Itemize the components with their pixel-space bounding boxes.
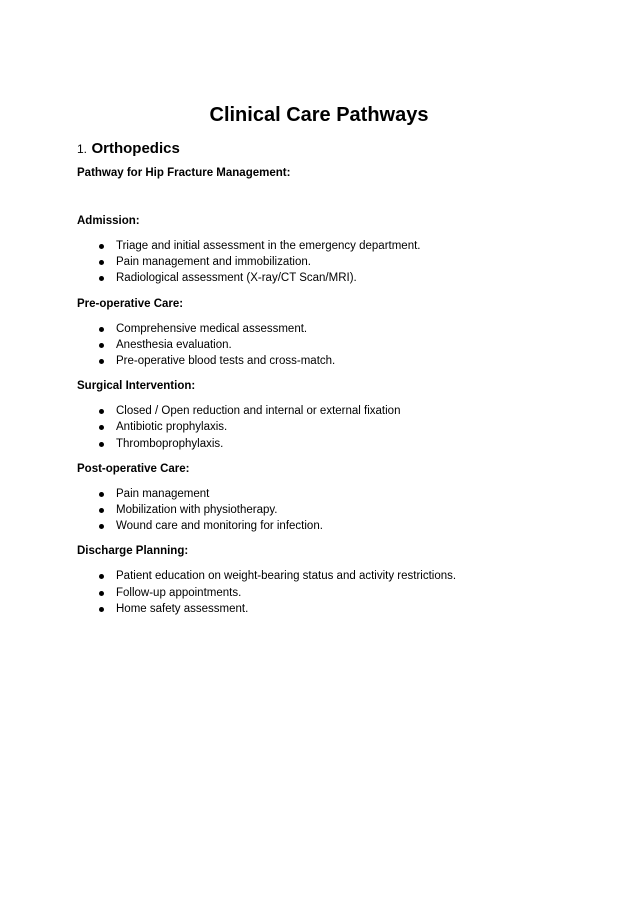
list-item <box>77 353 577 369</box>
bullet-icon <box>99 343 104 348</box>
list-item <box>77 568 577 584</box>
list-item-text: Pain management and immobilization. <box>116 256 311 269</box>
bullet-icon <box>99 244 104 249</box>
bullet-icon <box>99 359 104 364</box>
list-item-text: Home safety assessment. <box>116 602 249 615</box>
section-heading <box>77 138 180 160</box>
list-item-text: Comprehensive medical assessment. <box>116 322 308 335</box>
subsection-admission <box>77 213 577 287</box>
list-item <box>77 403 577 419</box>
pathway-content <box>77 213 577 626</box>
list-item-text: Follow-up appointments. <box>116 586 242 599</box>
bullet-icon <box>99 508 104 513</box>
list-item-text: Closed / Open reduction and internal or external fixation <box>116 405 401 418</box>
pathway-title: Pathway for Hip Fracture Management: <box>77 167 291 179</box>
bullet-icon <box>99 591 104 596</box>
list-item <box>77 321 577 337</box>
subsection-title: Pre-operative Care: <box>77 297 184 310</box>
list-item <box>77 238 577 254</box>
list-item <box>77 486 577 502</box>
subsection-title: Discharge Planning: <box>77 545 189 558</box>
list-item-text: Thromboprophylaxis. <box>116 437 224 450</box>
section-number: 1. <box>77 142 88 156</box>
section-name: Orthopedics <box>91 140 180 157</box>
bullet-list <box>77 486 577 535</box>
list-item-text: Patient education on weight-bearing status and activity restrictions. <box>116 570 457 583</box>
list-item-text: Pre-operative blood tests and cross-match. <box>116 355 336 368</box>
list-item-text: Antibiotic prophylaxis. <box>116 421 228 434</box>
subsection-discharge-planning <box>77 543 577 617</box>
list-item <box>77 270 577 286</box>
bullet-list <box>77 403 577 452</box>
bullet-icon <box>99 492 104 497</box>
list-item <box>77 419 577 435</box>
bullet-icon <box>99 607 104 612</box>
subsection-title: Surgical Intervention: <box>77 380 196 393</box>
bullet-list <box>77 321 577 370</box>
list-item <box>77 601 577 617</box>
bullet-icon <box>99 260 104 265</box>
list-item <box>77 254 577 270</box>
subsection-surgical-intervention <box>77 378 577 452</box>
bullet-icon <box>99 524 104 529</box>
list-item <box>77 337 577 353</box>
subsection-pre-operative-care <box>77 296 577 370</box>
bullet-icon <box>99 327 104 332</box>
list-item-text: Wound care and monitoring for infection. <box>116 520 323 533</box>
list-item-text: Triage and initial assessment in the emergency department. <box>116 240 421 252</box>
document-title: Clinical Care Pathways <box>209 104 429 126</box>
subsection-title: Admission: <box>77 215 140 227</box>
bullet-list <box>77 568 577 617</box>
list-item-text: Mobilization with physiotherapy. <box>116 504 278 517</box>
list-item <box>77 502 577 518</box>
list-item-text: Pain management <box>116 487 210 500</box>
list-item <box>77 436 577 452</box>
bullet-icon <box>99 574 104 579</box>
bullet-icon <box>99 276 104 281</box>
list-item-text: Radiological assessment (X-ray/CT Scan/MRI). <box>116 272 357 285</box>
bullet-icon <box>99 442 104 447</box>
list-item <box>77 585 577 601</box>
subsection-post-operative-care <box>77 461 577 535</box>
list-item-text: Anesthesia evaluation. <box>116 338 232 351</box>
bullet-list <box>77 238 577 287</box>
bullet-icon <box>99 425 104 430</box>
bullet-icon <box>99 409 104 414</box>
subsection-title: Post-operative Care: <box>77 462 190 475</box>
list-item <box>77 518 577 534</box>
